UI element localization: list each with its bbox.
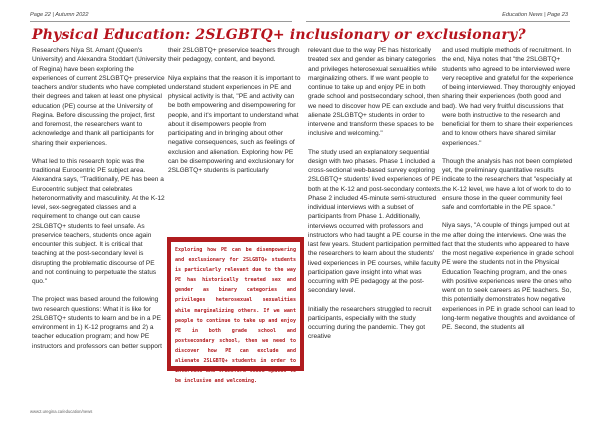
paragraph: Initially the researchers struggled to recruit participants, especially with the study occurring during the pandemic. They got creative bbox=[308, 305, 432, 341]
text-column-2 bbox=[168, 46, 302, 184]
paragraph: The study used an explanatory sequential design with two phases. Phase 1 included a cross-sectional web-based survey exploring 2SLGBTQ+ students' lived experiences of PE both at the K-12 and post-secondary contexts. Phase 2 included 45-minute semi-structured individual interviews with a subset of participants from Phase 1. Additionally, interviews occurred with professors and instructors who had taught a PE course in the last few years. Student participation permitted the researchers to learn about the students' lived experiences in PE courses, while faculty participation gave insight into what was occurring with PE pedagogy at the post-secondary level. bbox=[308, 148, 442, 295]
paragraph: Niya says, "A couple of things jumped out at me after doing the interviews. One was the fact that the students who appeared to have the most negative experience in grade school PE were the students not in the Physical Education Teaching program, and the ones with positive experiences were the ones who went on to seek careers as PE teachers. So, this potentially demonstrates how negative experiences in PE in grade school can lead to long-term negative thoughts and avoidance of PE. Second, the students all bbox=[442, 222, 575, 331]
page-header-left: Page 22 | Autumn 2022 bbox=[30, 12, 89, 18]
paragraph: The project was based around the following two research questions: What it is like for 2SLGBTQ+ students to learn and be in a PE environment in 1) K-12 programs and 2) a teacher education program; and how PE instructors and professors can better support bbox=[32, 296, 162, 350]
paragraph: Researchers Niya St. Amant (Queen's University) and Alexandra Stoddart (University of Regina) have been exploring the experiences of current 2SLGBTQ+ preservice teachers and/or students who have completed their degrees and taken at least one physical education (PE) course at the University of Regina. Before discussing the project, first and foremost, the researchers want to acknowledge and thank all participants for sharing their experiences. bbox=[32, 47, 166, 147]
header-rule-right bbox=[306, 21, 570, 22]
pull-quote-inner bbox=[171, 242, 300, 385]
header-rule-left bbox=[30, 21, 292, 22]
paragraph: Though the analysis has not been completed yet, the preliminary quantitative results indicate to the researchers that "especially at the K-12 level, we have a lot of work to do to ensure those in the queer community feel safe and comfortable in the PE space." bbox=[442, 157, 573, 211]
pull-quote-box bbox=[167, 237, 304, 385]
paragraph: their 2SLGBTQ+ preservice teachers through their pedagogy, content, and beyond. bbox=[168, 47, 300, 64]
text-column-1 bbox=[32, 46, 166, 360]
article-title: Physical Education: 2SLGBTQ+ inclusionary or exclusionary? bbox=[32, 27, 526, 43]
footer-url[interactable]: www2.uregina.ca/education/news bbox=[30, 409, 93, 414]
paragraph: relevant due to the way PE has historically treated sex and gender as binary categories and privileges heterosexual sexualities while marginalizing others. If we want people to continue to take up and enjoy PE in both grade school and postsecondary school, then we need to discover how PE can exclude and alienate 2SLGBTQ+ students in order to intervene and transform these spaces to be inclusive and welcoming." bbox=[308, 47, 441, 138]
text-column-3 bbox=[308, 46, 442, 351]
paragraph: Niya explains that the reason it is important to understand student experiences in PE and physical activity is that, "PE and activity can be both empowering and disempowering for people, and it's important to understand what about it disempowers people from participating and in bringing about other negative consequences, such as feelings of exclusion and alienation. Exploring how PE can be disempowering and exclusionary for 2SLGBTQ+ students is particularly bbox=[168, 74, 301, 174]
text-column-4 bbox=[442, 46, 576, 341]
paragraph: What led to this research topic was the traditional Eurocentric PE subject area. Alexandra says, "Traditionally, PE has been a Eurocentric subject that celebrates heteronormativity and masculinity. At the K-12 level, sex-segregated classes and a requirement to change out can cause 2SLGBTQ+ students to feel unsafe. As preservice teachers, students once again encounter this subject. It is critical that teaching at the post-secondary level is disrupting the problematic discourse of PE and not continuing to perpetuate the status quo." bbox=[32, 157, 165, 285]
paragraph: and used multiple methods of recruitment. In the end, Niya notes that "the 2SLGBTQ+ students who agreed to be interviewed were very receptive and grateful for the experience of being interviewed. They thoroughly enjoyed sharing their experiences (both good and bad). We had very fruitful discussions that were both instructive to the research and beneficial for them to share their experiences and to know others have shared similar experiences." bbox=[442, 47, 576, 147]
pull-quote-text: Exploring how PE can be disempowering and exclusionary for 2SLGBTQ+ students is particularly relevant due to the way PE has historically treated sex and gender as binary categories and privileges heterosexual sexualities while marginalizing others. If we want people to continue to take up and enjoy PE in both grade school and postsecondary school, then we need to discover how PE can exclude and alienate 2SLGBTQ+ students in order to intervene and transform these spaces to be inclusive and welcoming. bbox=[175, 247, 296, 385]
page-header-right: Education News | Page 23 bbox=[502, 12, 568, 18]
